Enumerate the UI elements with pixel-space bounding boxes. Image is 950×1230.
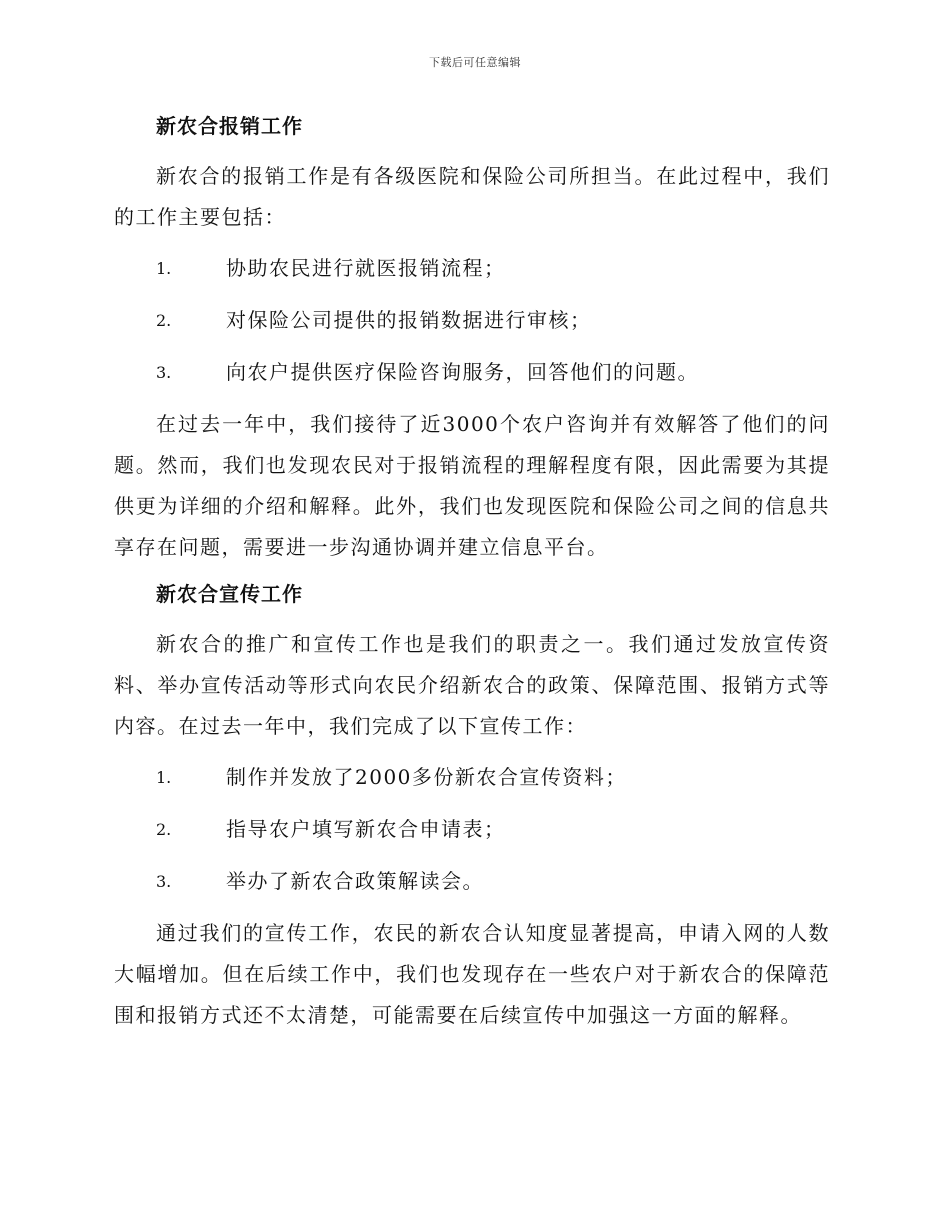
numbered-list (114, 757, 830, 902)
list-item (114, 809, 830, 850)
section-intro: 新农合的推广和宣传工作也是我们的职责之一。我们通过发放宣传资料、举办宣传活动等形式向农民介绍新农合的政策、保障范围、报销方式等内容。在过去一年中，我们完成了以下宣传工作： (114, 632, 830, 738)
page-header: 下载后可任意编辑 (429, 56, 521, 69)
section-publicity (114, 578, 830, 1036)
list-item (114, 300, 830, 341)
list-item (114, 352, 830, 393)
list-item (114, 861, 830, 902)
section-summary: 在过去一年中，我们接待了近3000个农户咨询并有效解答了他们的问题。然而，我们也发现农民对于报销流程的理解程度有限，因此需要为其提供更为详细的介绍和解释。此外，我们也发现医院和保险公司之间的信息共享存在问题，需要进一步沟通协调并建立信息平台。 (114, 412, 830, 559)
list-item (114, 757, 830, 798)
list-number: 1. (156, 259, 172, 278)
section-heading: 新农合宣传工作 (156, 582, 303, 606)
section-heading: 新农合报销工作 (156, 114, 303, 138)
list-number: 3. (156, 363, 172, 382)
document-body (114, 110, 830, 1046)
list-number: 2. (156, 820, 172, 839)
list-text: 指导农户填写新农合申请表； (226, 817, 506, 841)
section-intro: 新农合的报销工作是有各级医院和保险公司所担当。在此过程中，我们的工作主要包括： (114, 164, 830, 229)
list-text: 制作并发放了2000多份新农合宣传资料； (226, 765, 627, 789)
section-reimbursement (114, 110, 830, 568)
list-text: 协助农民进行就医报销流程； (226, 256, 506, 280)
list-text: 举办了新农合政策解读会。 (226, 869, 484, 893)
section-summary: 通过我们的宣传工作，农民的新农合认知度显著提高，申请入网的人数大幅增加。但在后续工作中，我们也发现存在一些农户对于新农合的保障范围和报销方式还不太清楚，可能需要在后续宣传中加强这一方面的解释。 (114, 921, 830, 1027)
numbered-list (114, 248, 830, 393)
list-text: 向农户提供医疗保险咨询服务，回答他们的问题。 (226, 360, 699, 384)
list-number: 1. (156, 768, 172, 787)
list-number: 3. (156, 872, 172, 891)
list-item (114, 248, 830, 289)
list-text: 对保险公司提供的报销数据进行审核； (226, 308, 592, 332)
list-number: 2. (156, 311, 172, 330)
